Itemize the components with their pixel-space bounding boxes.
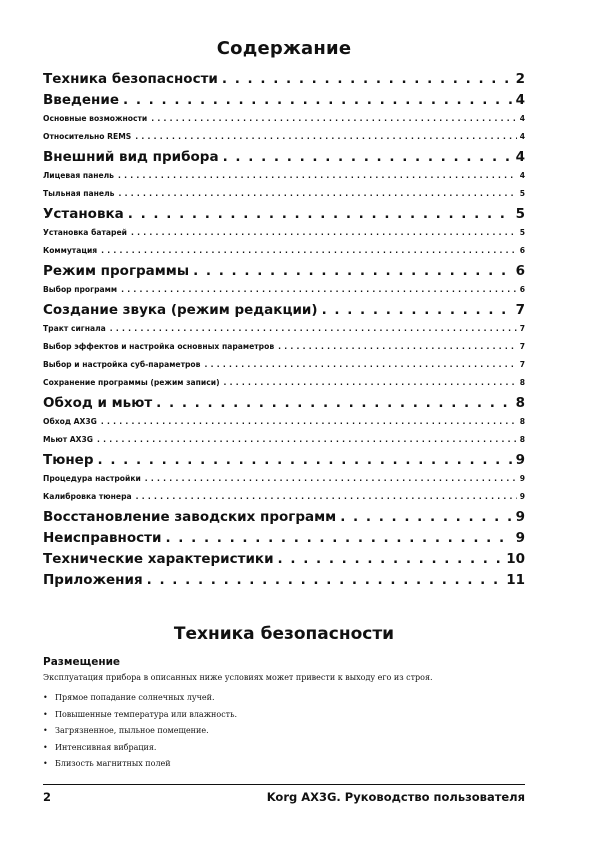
bullet-icon: • [43,742,48,752]
toc-entry-page: 5 [519,228,525,237]
toc-entry-page: 9 [515,452,525,468]
toc-entry-label: Тыльная панель [43,189,115,198]
toc-dot-leader [218,69,513,89]
toc-entry[interactable] [43,185,525,203]
list-item [43,707,525,724]
toc-entry-label: Неисправности [43,530,162,546]
toc-entry-page: 6 [515,263,525,279]
footer-page-number: 2 [43,790,52,804]
toc-entry-label: Обход AX3G [43,417,97,426]
page-footer [43,790,525,804]
toc-dot-leader [106,320,517,338]
toc-entry[interactable] [43,320,525,338]
list-item-text: Близость магнитных полей [55,759,171,768]
toc-entry-page: 2 [515,71,525,87]
toc-entry-page: 4 [519,171,525,180]
toc-entry-label: Лицевая панель [43,171,114,180]
bullet-icon: • [43,709,48,719]
page-content [43,38,525,773]
toc-entry-label: Тюнер [43,452,94,468]
toc-dot-leader [127,224,517,242]
toc-entry[interactable] [43,413,525,431]
toc-entry[interactable] [43,300,525,320]
bullet-icon: • [43,759,48,768]
toc-entry-page: 5 [515,206,525,222]
toc-entry[interactable] [43,470,525,488]
toc-dot-leader [132,488,517,506]
toc-entry-label: Относительно REMS [43,132,132,141]
toc-entry[interactable] [43,549,525,569]
list-item-text: Повышенные температура или влажность. [55,709,238,719]
subsection-title: Размещение [43,656,121,668]
toc-entry-label: Установка [43,206,124,222]
toc-entry-page: 7 [519,360,525,369]
toc-dot-leader [124,204,513,224]
toc-entry-label: Введение [43,92,119,108]
toc-entry-page: 9 [519,492,525,501]
toc-entry-label: Создание звука (режим редакции) [43,302,318,318]
toc-entry-page: 4 [515,149,525,165]
toc-entry-page: 9 [519,474,525,483]
toc-entry[interactable] [43,110,525,128]
toc-entry-page: 4 [519,132,525,141]
section-title: Техника безопасности [173,624,395,644]
toc-dot-leader [93,431,517,449]
toc-entry-label: Техника безопасности [43,71,218,87]
toc-entry[interactable] [43,393,525,413]
toc-entry-page: 6 [519,246,525,255]
toc-entry-page: 9 [515,530,525,546]
footer-manual-title: Korg AX3G. Руководство пользователя [266,790,525,804]
toc-entry[interactable] [43,338,525,356]
toc-dot-leader [93,450,512,470]
toc-entry-label: Тракт сигнала [43,324,106,333]
toc-entry[interactable] [43,528,525,548]
toc-entry-page: 7 [519,342,525,351]
toc-entry[interactable] [43,204,525,224]
toc-entry[interactable] [43,261,525,281]
footer-divider [43,784,525,785]
list-item [43,740,525,757]
toc-entry-label: Мьют AX3G [43,435,94,444]
toc-entry[interactable] [43,69,525,89]
toc-entry-page: 8 [519,378,525,387]
toc-dot-leader [141,470,517,488]
list-item [43,723,525,740]
toc-dot-leader [189,261,513,281]
toc-entry-page: 10 [506,551,525,567]
intro-paragraph: Эксплуатация прибора в описанных ниже условиях может привести к выходу его из строя. [43,673,433,682]
toc-entry-label: Установка батарей [43,228,127,237]
toc-dot-leader [220,374,517,392]
toc-entry-page: 5 [519,189,525,198]
toc-entry-label: Выбор эффектов и настройка основных параметров [43,342,275,351]
list-item-text: Интенсивная вибрация. [55,742,157,752]
toc-entry[interactable] [43,242,525,260]
toc-entry-label: Калибровка тюнера [43,492,132,501]
bullet-icon: • [43,726,48,735]
toc-entry[interactable] [43,147,525,167]
toc-dot-leader [97,413,517,431]
toc-dot-leader [117,281,517,299]
toc-entry[interactable] [43,507,525,527]
toc-dot-leader [114,167,517,185]
toc-entry-label: Выбор и настройка суб-параметров [43,360,201,369]
toc-entry-label: Внешний вид прибора [43,149,219,165]
toc-entry-page: 8 [519,435,525,444]
toc-entry[interactable] [43,128,525,146]
toc-entry[interactable] [43,281,525,299]
toc-dot-leader [318,300,513,320]
toc-entry-page: 8 [515,395,525,411]
toc-dot-leader [131,128,516,146]
toc-entry[interactable] [43,90,525,110]
toc-entry[interactable] [43,488,525,506]
toc-dot-leader [274,549,504,569]
toc-entry[interactable] [43,167,525,185]
toc-dot-leader [119,90,513,110]
toc-entry[interactable] [43,450,525,470]
toc-dot-leader [161,528,512,548]
toc-entry-label: Режим программы [43,263,190,279]
toc-entry-label: Приложения [43,572,143,588]
toc-entry[interactable] [43,356,525,374]
list-item [43,690,525,707]
toc-dot-leader [97,242,517,260]
toc-entry[interactable] [43,224,525,242]
toc-entry-label: Обход и мьют [43,395,153,411]
toc-dot-leader [219,147,513,167]
toc-entry-label: Сохранение программы (режим записи) [43,378,220,387]
toc-entry-page: 7 [519,324,525,333]
toc-entry-label: Процедура настройки [43,474,141,483]
bullet-list [43,690,525,773]
toc-entry-page: 9 [515,509,525,525]
toc-entry-page: 4 [515,92,525,108]
toc-entry-label: Основные возможности [43,114,148,123]
toc-dot-leader [336,507,512,527]
toc-dot-leader [114,185,516,203]
toc-entry[interactable] [43,570,525,590]
toc-title: Содержание [216,38,352,59]
toc-entry[interactable] [43,431,525,449]
toc-dot-leader [143,570,504,590]
list-item-text: Загрязненное, пыльное помещение. [55,726,209,735]
toc-entry-page: 4 [519,114,525,123]
list-item [43,756,525,773]
toc-entry-page: 7 [515,302,525,318]
toc-entry-page: 8 [519,417,525,426]
toc-entry-label: Выбор программ [43,285,118,294]
table-of-contents [43,69,525,590]
toc-dot-leader [274,338,517,356]
toc-dot-leader [147,110,516,128]
list-item-text: Прямое попадание солнечных лучей. [55,693,215,702]
bullet-icon: • [43,693,48,702]
toc-dot-leader [200,356,516,374]
toc-entry[interactable] [43,374,525,392]
toc-entry-page: 6 [519,285,525,294]
toc-entry-label: Восстановление заводских программ [43,509,337,525]
toc-entry-page: 11 [506,572,525,588]
toc-entry-label: Технические характеристики [43,551,274,567]
toc-entry-label: Коммутация [43,246,98,255]
toc-dot-leader [152,393,512,413]
